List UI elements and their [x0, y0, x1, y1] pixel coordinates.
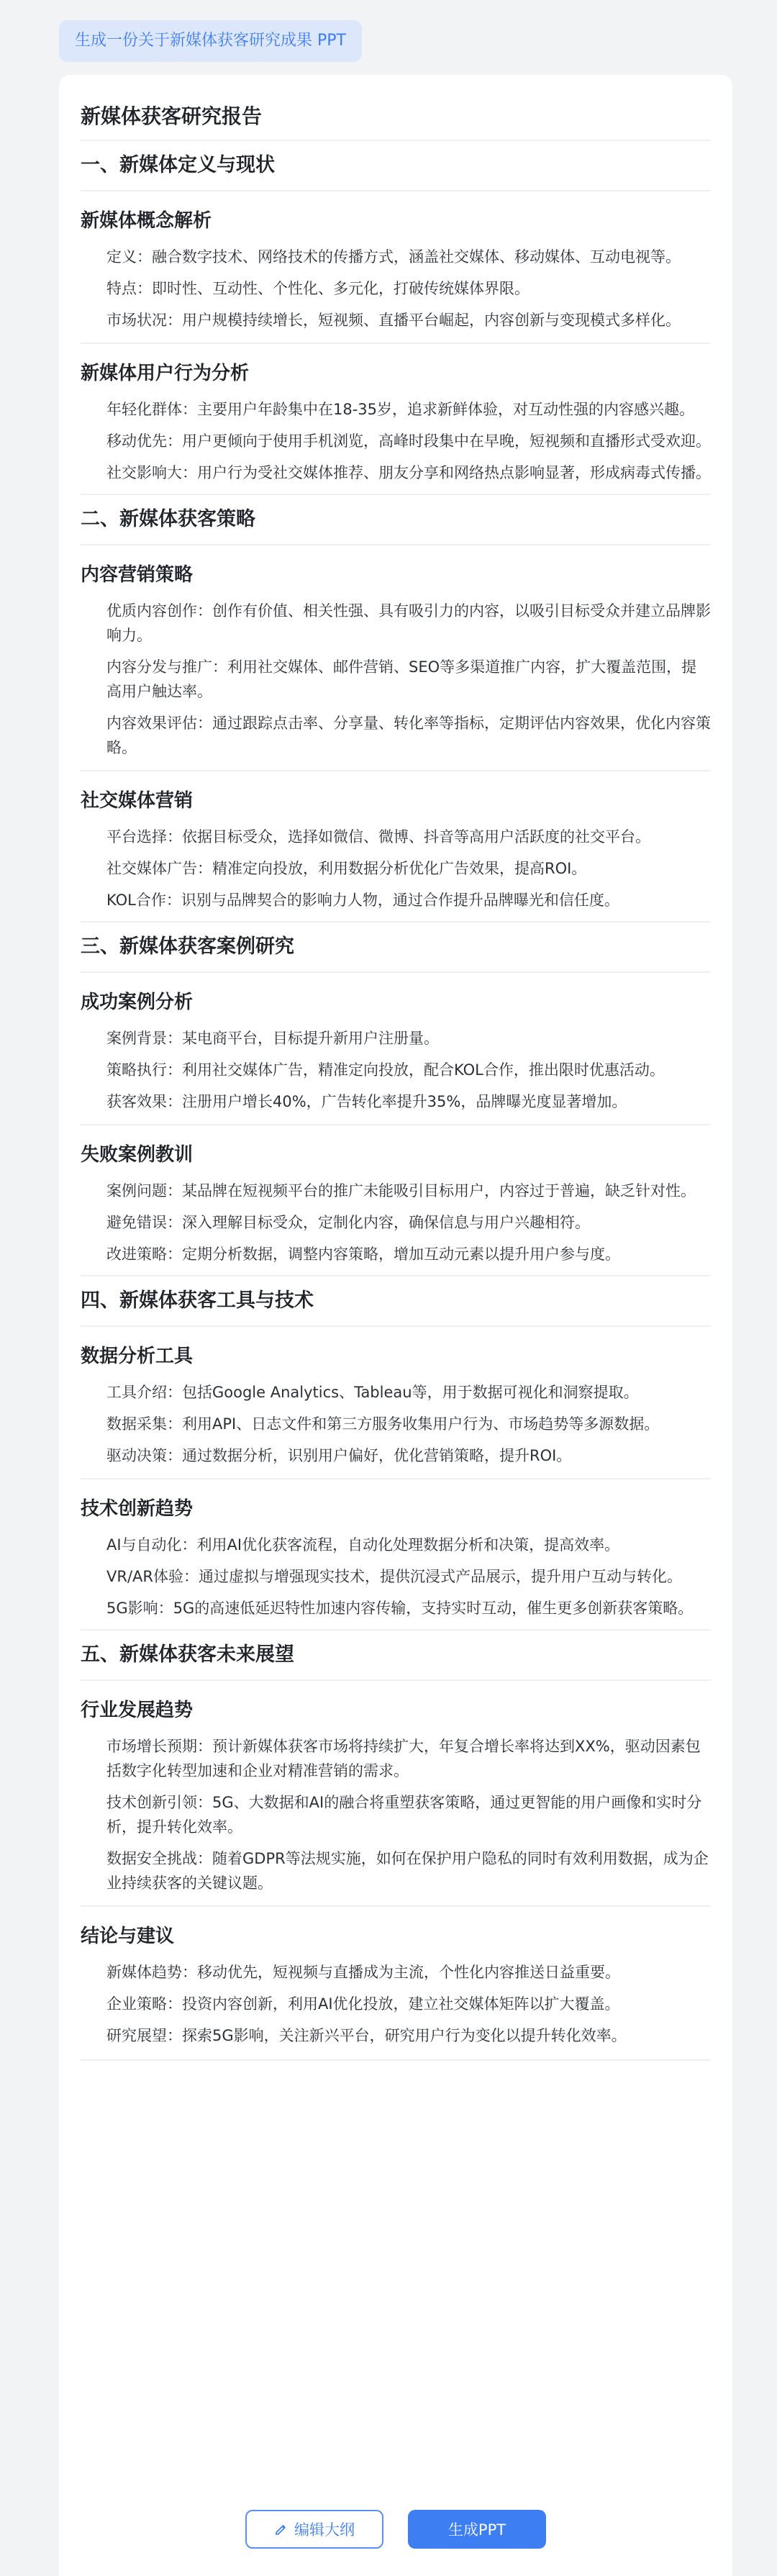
outline-item: 工具介绍：包括Google Analytics、Tableau等，用于数据可视化和洞察提取。 — [106, 1384, 639, 1401]
outline-item: 社交影响大：用户行为受社交媒体推荐、朋友分享和网络热点影响显著，形成病毒式传播。 — [106, 464, 711, 481]
subsection-title: 技术创新趋势 — [81, 1498, 194, 1520]
divider — [81, 1275, 711, 1276]
outline-item: 社交媒体广告：精准定向投放，利用数据分析优化广告效果，提高ROI。 — [106, 860, 587, 877]
outline-item: 市场状况：用户规模持续增长，短视频、直播平台崛起，内容创新与变现模式多样化。 — [106, 312, 681, 329]
outline-item: 市场增长预期：预计新媒体获客市场将持续扩大，年复合增长率将达到XX%，驱动因素包括数字化转型加速和企业对精准营销的需求。 — [106, 1738, 701, 1779]
outline-item: 数据采集：利用API、日志文件和第三方服务收集用户行为、市场趋势等多源数据。 — [106, 1415, 660, 1433]
outline-item: 定义：融合数字技术、网络技术的传播方式，涵盖社交媒体、移动媒体、互动电视等。 — [106, 248, 681, 266]
divider — [81, 770, 711, 771]
section-title: 五、新媒体获客未来展望 — [81, 1643, 294, 1666]
outline-item: KOL合作：识别与品牌契合的影响力人物，通过合作提升品牌曝光和信任度。 — [106, 892, 619, 909]
subsection-title: 新媒体概念解析 — [81, 210, 212, 232]
subsection-title: 行业发展趋势 — [81, 1700, 194, 1721]
edit-pencil-icon — [274, 2522, 288, 2536]
outline-item: 改进策略：定期分析数据，调整内容策略，增加互动元素以提升用户参与度。 — [106, 1246, 620, 1263]
divider — [81, 343, 711, 344]
divider — [81, 1629, 711, 1631]
outline-item: 案例背景：某电商平台，目标提升新用户注册量。 — [106, 1030, 439, 1047]
divider — [81, 971, 711, 973]
outline-item: 平台选择：依据目标受众，选择如微信、微博、抖音等高用户活跃度的社交平台。 — [106, 828, 650, 845]
divider — [81, 544, 711, 545]
divider — [81, 1905, 711, 1907]
section-title: 三、新媒体获客案例研究 — [81, 935, 294, 958]
subsection-title: 失败案例教训 — [81, 1144, 194, 1166]
document-title: 新媒体获客研究报告 — [81, 104, 263, 128]
outline-item: 获客效果：注册用户增长40%，广告转化率提升35%，品牌曝光度显著增加。 — [106, 1093, 627, 1110]
edit-outline-label: 编辑大纲 — [294, 2521, 355, 2539]
outline-item: AI与自动化：利用AI优化获客流程，自动化处理数据分析和决策，提高效率。 — [106, 1536, 620, 1554]
divider — [81, 140, 711, 141]
outline-item: 研究展望：探索5G影响，关注新兴平台，研究用户行为变化以提升转化效率。 — [106, 2027, 627, 2044]
section-title: 四、新媒体获客工具与技术 — [81, 1289, 314, 1312]
section-title: 一、新媒体定义与现状 — [81, 154, 275, 176]
divider — [81, 1679, 711, 1681]
subsection-title: 数据分析工具 — [81, 1346, 194, 1367]
outline-item: 策略执行：利用社交媒体广告，精准定向投放，配合KOL合作，推出限时优惠活动。 — [106, 1061, 665, 1079]
outline-card — [59, 75, 732, 2576]
action-bar — [59, 2497, 732, 2576]
subsection-title: 社交媒体营销 — [81, 790, 194, 812]
section-title: 二、新媒体获客策略 — [81, 508, 255, 530]
outline-item: 避免错误：深入理解目标受众，定制化内容，确保信息与用户兴趣相符。 — [106, 1214, 590, 1231]
divider — [81, 1478, 711, 1479]
generate-ppt-button[interactable]: 生成PPT — [408, 2510, 546, 2549]
divider — [81, 921, 711, 922]
outline-item: 移动优先：用户更倾向于使用手机浏览，高峰时段集中在早晚，短视频和直播形式受欢迎。 — [106, 432, 711, 450]
outline-item: 技术创新引领：5G、大数据和AI的融合将重塑获客策略，通过更智能的用户画像和实时分析，提升转化效率。 — [106, 1794, 702, 1836]
divider — [81, 2059, 711, 2061]
outline-item: 新媒体趋势：移动优先，短视频与直播成为主流，个性化内容推送日益重要。 — [106, 1964, 620, 1981]
outline-item: 年轻化群体：主要用户年龄集中在18-35岁，追求新鲜体验，对互动性强的内容感兴趣。 — [106, 401, 695, 418]
outline-item: VR/AR体验：通过虚拟与增强现实技术，提供沉浸式产品展示，提升用户互动与转化。 — [106, 1568, 682, 1585]
edit-outline-button[interactable] — [245, 2510, 383, 2549]
outline-item: 企业策略：投资内容创新，利用AI优化投放，建立社交媒体矩阵以扩大覆盖。 — [106, 1995, 620, 2013]
divider — [81, 494, 711, 495]
outline-item: 内容分发与推广：利用社交媒体、邮件营销、SEO等多渠道推广内容，扩大覆盖范围，提高用户触达率。 — [106, 658, 697, 700]
prompt-chip: 生成一份关于新媒体获客研究成果 PPT — [59, 20, 362, 62]
outline-item: 案例问题：某品牌在短视频平台的推广未能吸引目标用户，内容过于普遍，缺乏针对性。 — [106, 1182, 696, 1199]
divider — [81, 190, 711, 191]
subsection-title: 内容营销策略 — [81, 564, 194, 586]
outline-item: 特点：即时性、互动性、个性化、多元化，打破传统媒体界限。 — [106, 280, 530, 297]
document-body — [81, 140, 711, 2061]
outline-item: 数据安全挑战：随着GDPR等法规实施，如何在保护用户隐私的同时有效利用数据，成为企业持续获客的关键议题。 — [106, 1850, 709, 1892]
subsection-title: 成功案例分析 — [81, 992, 194, 1013]
subsection-title: 新媒体用户行为分析 — [81, 363, 250, 384]
subsection-title: 结论与建议 — [81, 1926, 175, 1947]
outline-item: 内容效果评估：通过跟踪点击率、分享量、转化率等指标，定期评估内容效果，优化内容策略。 — [106, 715, 711, 756]
outline-item: 驱动决策：通过数据分析，识别用户偏好，优化营销策略，提升ROI。 — [106, 1447, 572, 1464]
divider — [81, 1325, 711, 1327]
outline-item: 优质内容创作：创作有价值、相关性强、具有吸引力的内容，以吸引目标受众并建立品牌影响力。 — [106, 602, 711, 644]
outline-item: 5G影响：5G的高速低延迟特性加速内容传输，支持实时互动，催生更多创新获客策略。 — [106, 1600, 694, 1617]
divider — [81, 1124, 711, 1125]
